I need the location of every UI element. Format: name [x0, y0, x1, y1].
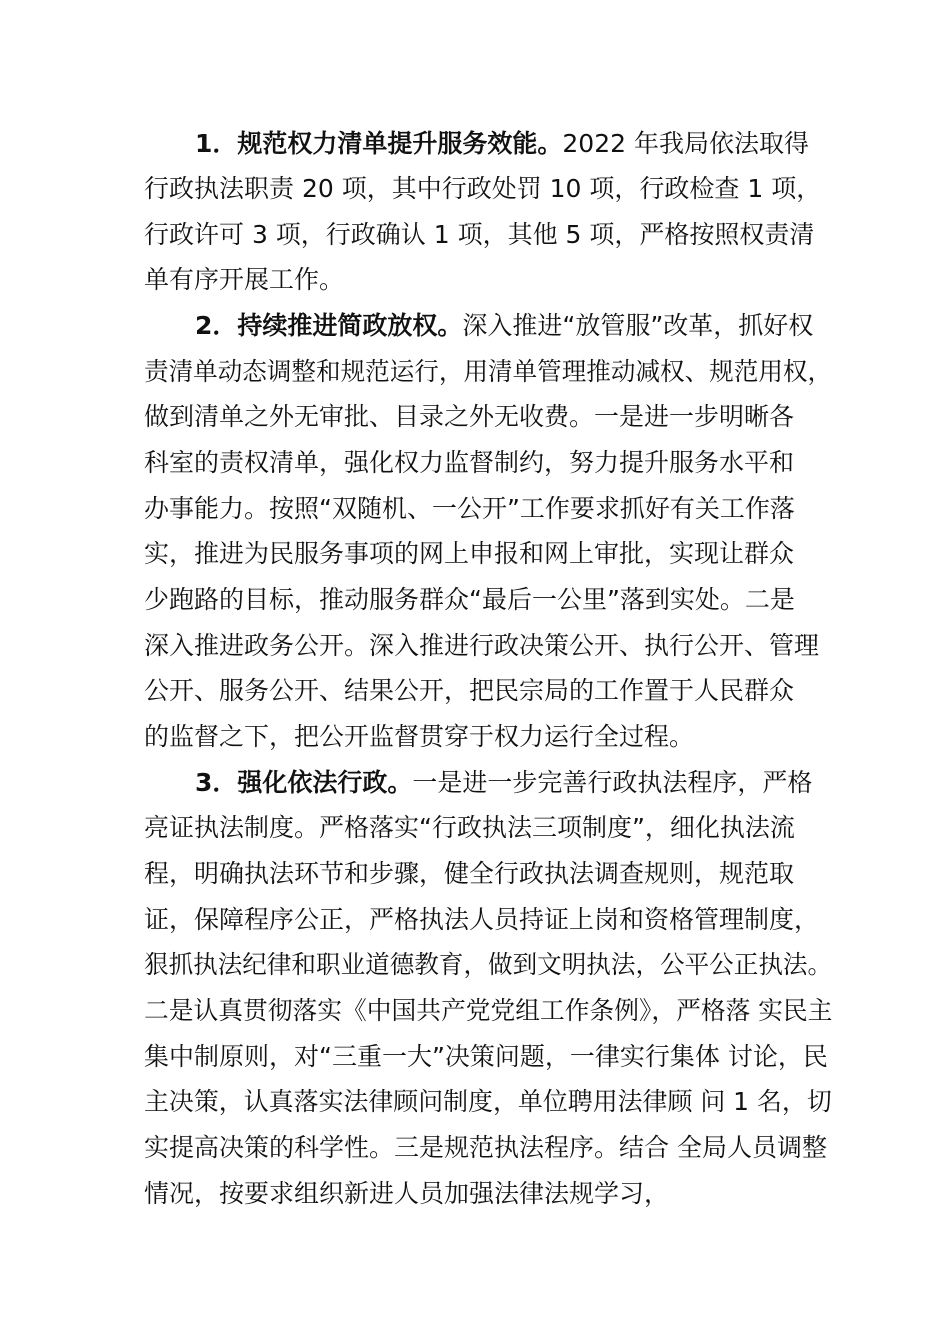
- paragraph-3-line-2: 亮证执法制度。严格落实“行政执法三项制度”，细化执法流: [144, 813, 795, 842]
- paragraph-2-line-7: 少跑路的目标，推动服务群众“最后一公里”落到实处。二是: [144, 585, 795, 614]
- line-text: 2022 年我局依法取得: [562, 129, 809, 158]
- paragraph-3-line-1: [195, 766, 812, 800]
- section-heading-2: 2．持续推进简政放权。: [195, 311, 463, 340]
- paragraph-3-line-3: 程，明确执法环节和步骤，健全行政执法调查规则，规范取: [144, 859, 795, 888]
- paragraph-1-line-3: 行政许可 3 项，行政确认 1 项，其他 5 项，严格按照权责清: [144, 220, 815, 249]
- paragraph-3-line-7: 集中制原则，对“三重一大”决策问题，一律实行集体 讨论，民: [144, 1042, 828, 1071]
- paragraph-3-line-9: 实提高决策的科学性。三是规范执法程序。结合 全局人员调整: [144, 1133, 827, 1162]
- paragraph-1-line-4: 单有序开展工作。: [144, 265, 345, 294]
- paragraph-2-line-9: 公开、服务公开、结果公开，把民宗局的工作置于人民群众: [144, 676, 795, 705]
- paragraph-1-line-1: [195, 127, 809, 161]
- paragraph-3-line-8: 主决策，认真落实法律顾问制度，单位聘用法律顾 问 1 名，切: [144, 1087, 832, 1116]
- paragraph-3-line-6: 二是认真贯彻落实《中国共产党党组工作条例》，严格落 实民主: [144, 996, 833, 1025]
- paragraph-3-line-5: 狠抓执法纪律和职业道德教育，做到文明执法，公平公正执法。: [144, 950, 833, 979]
- paragraph-2-line-8: 深入推进政务公开。深入推进行政决策公开、执行公开、管理: [144, 631, 820, 660]
- paragraph-2-line-2: 责清单动态调整和规范运行，用清单管理推动减权、规范用权，: [144, 357, 833, 386]
- section-heading-1: 1．规范权力清单提升服务效能。: [195, 129, 563, 158]
- paragraph-2-line-4: 科室的责权清单，强化权力监督制约，努力提升服务水平和: [144, 448, 795, 477]
- paragraph-2-line-6: 实，推进为民服务事项的网上申报和网上审批，实现让群众: [144, 539, 795, 568]
- paragraph-3-line-4: 证，保障程序公正，严格执法人员持证上岗和资格管理制度，: [144, 905, 820, 934]
- section-heading-3: 3．强化依法行政。: [195, 768, 413, 797]
- paragraph-3-line-10: 情况，按要求组织新进人员加强法律法规学习，: [144, 1179, 670, 1208]
- paragraph-2-line-3: 做到清单之外无审批、目录之外无收费。一是进一步明晰各: [144, 402, 795, 431]
- paragraph-2-line-5: 办事能力。按照“双随机、一公开”工作要求抓好有关工作落: [144, 494, 795, 523]
- paragraph-2-line-1: [195, 309, 813, 343]
- line-text: 深入推进“放管服”改革，抓好权: [462, 311, 814, 340]
- paragraph-1-line-2: 行政执法职责 20 项，其中行政处罚 10 项，行政检查 1 项，: [144, 174, 822, 203]
- line-text: 一是进一步完善行政执法程序，严格: [412, 768, 813, 797]
- paragraph-2-line-10: 的监督之下，把公开监督贯穿于权力运行全过程。: [144, 722, 695, 751]
